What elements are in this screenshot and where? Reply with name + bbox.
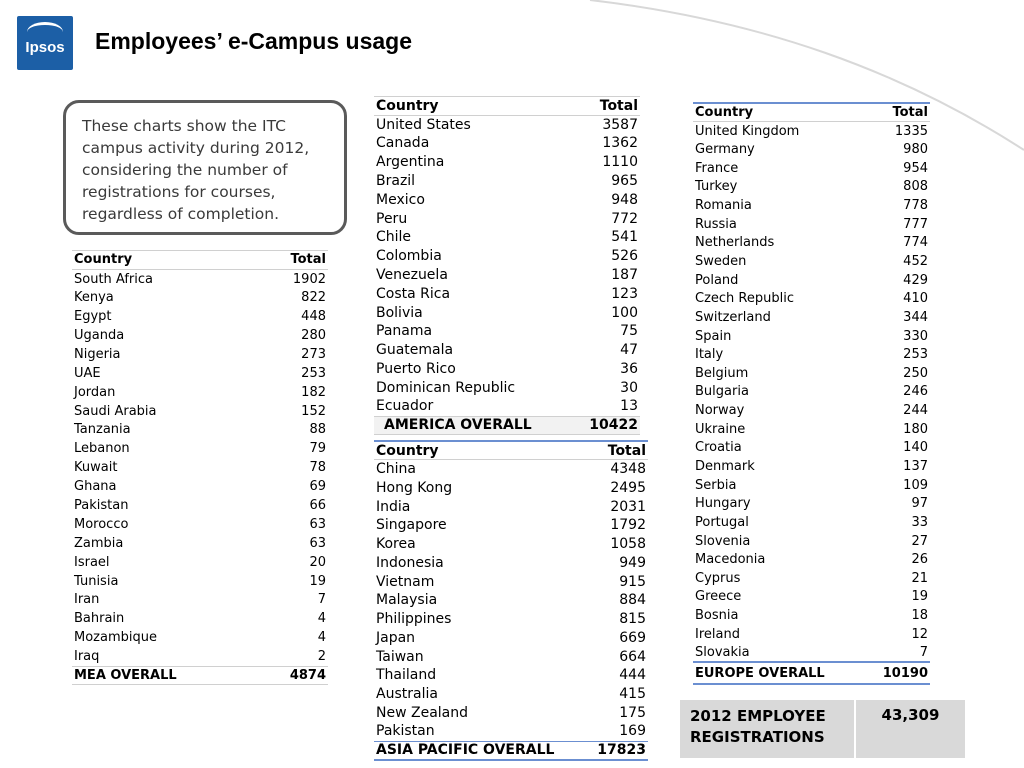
america-table — [374, 96, 640, 435]
table-row — [374, 341, 640, 360]
country-cell: Philippines — [376, 611, 452, 628]
country-cell: Greece — [695, 589, 742, 605]
total-cell: 1902 — [292, 271, 326, 287]
table-row — [693, 606, 930, 625]
table-row — [374, 629, 648, 648]
table-row — [72, 421, 328, 440]
page-title: Employees’ e-Campus usage — [95, 28, 413, 54]
total-cell: 12 — [911, 626, 928, 642]
table-row — [374, 479, 648, 498]
country-cell: Uganda — [74, 328, 125, 343]
table-row — [693, 364, 930, 383]
total-cell: 1335 — [894, 123, 928, 139]
table-row — [693, 233, 930, 252]
table-row — [72, 439, 328, 458]
table-row — [693, 550, 930, 569]
table-row — [693, 159, 930, 178]
country-cell: Ireland — [695, 626, 740, 642]
country-cell: Vietnam — [376, 573, 435, 590]
table-header-row — [374, 97, 640, 116]
asia-pacific-table — [374, 440, 648, 761]
total-cell: 4 — [317, 611, 326, 627]
table-row — [374, 554, 648, 573]
total-cell: 915 — [619, 573, 646, 590]
total-cell: 19 — [911, 589, 928, 605]
total-cell: 69 — [309, 479, 326, 495]
table-row — [72, 326, 328, 345]
total-cell: 175 — [619, 704, 646, 721]
table-row — [72, 269, 328, 288]
total-cell: 4874 — [258, 666, 328, 685]
table-row — [693, 252, 930, 271]
total-cell: 21 — [911, 570, 928, 586]
total-cell: 27 — [911, 533, 928, 549]
table-row — [693, 439, 930, 458]
total-cell: 180 — [903, 421, 928, 437]
country-cell: Venezuela — [376, 267, 448, 284]
country-cell: Japan — [376, 629, 416, 646]
country-cell: Hong Kong — [376, 479, 453, 496]
table-row — [693, 327, 930, 346]
total-cell: 344 — [903, 309, 928, 325]
table-row — [374, 322, 640, 341]
country-cell: ASIA PACIFIC OVERALL — [374, 741, 587, 760]
country-cell: Brazil — [376, 173, 416, 190]
total-cell: 1058 — [610, 536, 646, 553]
table-row — [374, 647, 648, 666]
total-cell: 526 — [611, 248, 638, 265]
country-cell: Ghana — [74, 479, 117, 495]
table-row — [374, 247, 640, 266]
country-cell: Germany — [695, 142, 755, 158]
total-cell: 669 — [619, 629, 646, 646]
table-row — [72, 383, 328, 402]
table-row — [72, 572, 328, 591]
table-row — [374, 266, 640, 285]
country-cell: Peru — [376, 210, 408, 227]
total-cell: 7 — [919, 644, 928, 660]
table-row — [693, 513, 930, 532]
total-cell: 7 — [317, 592, 326, 608]
table-row — [72, 628, 328, 647]
country-cell: Puerto Rico — [376, 361, 456, 378]
total-cell: 19 — [309, 573, 326, 589]
country-cell: Serbia — [695, 477, 737, 493]
total-cell: 954 — [903, 160, 928, 176]
country-cell: Denmark — [695, 458, 755, 474]
table-row — [693, 122, 930, 141]
country-cell: Australia — [376, 686, 438, 703]
table-row — [374, 497, 648, 516]
table-row — [693, 308, 930, 327]
country-cell: Belgium — [695, 365, 749, 381]
total-cell: 30 — [620, 379, 638, 396]
total-cell: 244 — [903, 403, 928, 419]
total-cell: 137 — [903, 458, 928, 474]
table-row — [374, 704, 648, 723]
ipsos-logo — [17, 16, 73, 70]
table-overall-row — [374, 416, 640, 435]
country-cell: Bahrain — [74, 611, 125, 627]
table-row — [374, 115, 640, 134]
table-row — [72, 609, 328, 628]
total-cell: 2495 — [610, 479, 646, 496]
table-row — [693, 289, 930, 308]
total-cell: 13 — [620, 398, 638, 415]
country-cell: Bulgaria — [695, 384, 749, 400]
country-cell: Sweden — [695, 253, 747, 269]
table-row — [374, 610, 648, 629]
total-cell: 47 — [620, 342, 638, 359]
total-cell: 187 — [611, 267, 638, 284]
total-cell: 777 — [903, 216, 928, 232]
total-cell: 17823 — [587, 741, 648, 760]
total-cell: 410 — [903, 291, 928, 307]
total-cell: 1362 — [602, 135, 638, 152]
total-cell: 36 — [620, 361, 638, 378]
country-cell: Pakistan — [376, 723, 435, 740]
table-row — [72, 647, 328, 666]
table-row — [374, 460, 648, 479]
table-row — [374, 360, 640, 379]
total-cell: 808 — [903, 179, 928, 195]
table-row — [374, 209, 640, 228]
total-cell: 75 — [620, 323, 638, 340]
country-cell: Country — [72, 251, 258, 270]
total-cell: 20 — [309, 554, 326, 570]
country-cell: Bosnia — [695, 608, 739, 624]
total-cell: 949 — [619, 554, 646, 571]
country-cell: Kuwait — [74, 460, 118, 476]
table-row — [693, 644, 930, 663]
country-cell: Iran — [74, 592, 100, 608]
table-row — [693, 625, 930, 644]
country-cell: Russia — [695, 216, 737, 232]
country-cell: Netherlands — [695, 235, 775, 251]
country-cell: Romania — [695, 198, 752, 214]
country-cell: Canada — [376, 135, 430, 152]
table-row — [693, 401, 930, 420]
total-cell: Total — [866, 103, 930, 122]
country-cell: UAE — [74, 365, 101, 381]
country-cell: Bolivia — [376, 304, 423, 321]
table-header-row — [72, 251, 328, 270]
country-cell: AMERICA OVERALL — [374, 416, 574, 435]
country-cell: Nigeria — [74, 346, 121, 362]
country-cell: Czech Republic — [695, 291, 794, 307]
table-row — [72, 515, 328, 534]
total-cell: 2 — [317, 648, 326, 664]
country-cell: Kenya — [74, 290, 114, 306]
total-cell: 448 — [301, 309, 326, 325]
country-cell: MEA OVERALL — [72, 666, 258, 685]
country-cell: Croatia — [695, 440, 742, 456]
country-cell: Switzerland — [695, 309, 771, 325]
table-row — [72, 402, 328, 421]
country-cell: Lebanon — [74, 441, 130, 457]
total-cell: 169 — [619, 723, 646, 740]
table-overall-row — [374, 741, 648, 760]
total-cell: 63 — [309, 535, 326, 551]
table-row — [693, 569, 930, 588]
table-row — [693, 532, 930, 551]
country-cell: New Zealand — [376, 704, 468, 721]
total-cell: 778 — [903, 198, 928, 214]
country-cell: Mozambique — [74, 630, 157, 646]
country-cell: Morocco — [74, 516, 129, 532]
total-cell: 429 — [903, 272, 928, 288]
total-cell: Total — [574, 97, 640, 116]
total-cell: 3587 — [602, 116, 638, 133]
table-header-row — [693, 103, 930, 122]
total-cell: 10190 — [866, 662, 930, 684]
country-cell: Slovenia — [695, 533, 751, 549]
total-cell: 664 — [619, 648, 646, 665]
total-cell: 66 — [309, 498, 326, 514]
total-cell: 280 — [301, 328, 326, 343]
country-cell: Argentina — [376, 154, 445, 171]
table-row — [693, 588, 930, 607]
table-row — [374, 190, 640, 209]
total-cell: 123 — [611, 285, 638, 302]
total-cell: 4348 — [610, 461, 646, 478]
total-cell: 18 — [911, 608, 928, 624]
table-header-row — [374, 441, 648, 460]
total-cell: 33 — [911, 514, 928, 530]
total-registrations-value: 43,309 — [881, 706, 940, 724]
country-cell: Tanzania — [74, 422, 131, 438]
country-cell: Tunisia — [74, 573, 119, 589]
table-row — [374, 303, 640, 322]
table-row — [374, 535, 648, 554]
total-cell: 965 — [611, 173, 638, 190]
country-cell: Dominican Republic — [376, 379, 516, 396]
europe-table — [693, 102, 930, 685]
total-cell: 1792 — [610, 517, 646, 534]
total-cell: 152 — [301, 403, 326, 419]
country-cell: Macedonia — [695, 552, 766, 568]
table-row — [693, 383, 930, 402]
country-cell: Indonesia — [376, 554, 444, 571]
total-cell: 4 — [317, 630, 326, 646]
table-row — [72, 345, 328, 364]
total-cell: 774 — [903, 235, 928, 251]
country-cell: Hungary — [695, 496, 751, 512]
country-cell: Portugal — [695, 514, 749, 530]
table-row — [374, 685, 648, 704]
country-cell: Norway — [695, 403, 745, 419]
country-cell: Guatemala — [376, 342, 454, 359]
total-cell: 444 — [619, 667, 646, 684]
table-row — [374, 397, 640, 416]
total-cell: 815 — [619, 611, 646, 628]
country-cell: Korea — [376, 536, 416, 553]
country-cell: Country — [693, 103, 866, 122]
total-cell: 97 — [911, 496, 928, 512]
total-cell: 63 — [309, 516, 326, 532]
logo-text: Ipsos — [25, 39, 65, 56]
country-cell: Ukraine — [695, 421, 746, 437]
table-row — [693, 345, 930, 364]
total-cell: 100 — [611, 304, 638, 321]
country-cell: Poland — [695, 272, 739, 288]
country-cell: Egypt — [74, 309, 112, 325]
country-cell: EUROPE OVERALL — [693, 662, 866, 684]
table-row — [374, 284, 640, 303]
country-cell: Thailand — [376, 667, 437, 684]
total-cell: 772 — [611, 210, 638, 227]
table-row — [72, 534, 328, 553]
total-cell: 273 — [301, 346, 326, 362]
total-cell: 884 — [619, 592, 646, 609]
country-cell: China — [376, 461, 416, 478]
mea-table — [72, 250, 328, 685]
total-cell: 1110 — [602, 154, 638, 171]
country-cell: Country — [374, 97, 574, 116]
description-callout — [63, 100, 347, 235]
table-row — [693, 476, 930, 495]
country-cell: Costa Rica — [376, 285, 451, 302]
total-cell: 88 — [309, 422, 326, 438]
table-row — [72, 496, 328, 515]
total-cell: 253 — [903, 347, 928, 363]
country-cell: Mexico — [376, 191, 425, 208]
table-row — [72, 591, 328, 610]
total-cell: 2031 — [610, 498, 646, 515]
country-cell: Saudi Arabia — [74, 403, 157, 419]
table-row — [374, 153, 640, 172]
country-cell: United States — [376, 116, 471, 133]
country-cell: Pakistan — [74, 498, 129, 514]
total-cell: 330 — [903, 328, 928, 344]
total-cell: Total — [587, 441, 648, 460]
total-registrations-label: 2012 EMPLOYEE REGISTRATIONS — [680, 700, 856, 758]
table-row — [693, 140, 930, 159]
total-cell: 541 — [611, 229, 638, 246]
table-row — [374, 378, 640, 397]
country-cell: Country — [374, 441, 587, 460]
table-row — [693, 420, 930, 439]
table-row — [374, 134, 640, 153]
total-cell: 182 — [301, 384, 326, 400]
total-cell: 253 — [301, 365, 326, 381]
table-row — [72, 458, 328, 477]
total-cell: 822 — [301, 290, 326, 306]
country-cell: Zambia — [74, 535, 124, 551]
total-cell: 980 — [903, 142, 928, 158]
country-cell: Israel — [74, 554, 110, 570]
total-cell: 246 — [903, 384, 928, 400]
country-cell: Spain — [695, 328, 732, 344]
table-row — [693, 457, 930, 476]
country-cell: France — [695, 160, 739, 176]
country-cell: Turkey — [695, 179, 738, 195]
country-cell: Ecuador — [376, 398, 434, 415]
total-cell: 452 — [903, 253, 928, 269]
country-cell: Panama — [376, 323, 433, 340]
country-cell: Chile — [376, 229, 412, 246]
country-cell: Singapore — [376, 517, 447, 534]
total-cell: 140 — [903, 440, 928, 456]
table-row — [72, 364, 328, 383]
country-cell: Colombia — [376, 248, 442, 265]
total-cell: 109 — [903, 477, 928, 493]
table-row — [374, 516, 648, 535]
country-cell: Jordan — [74, 384, 116, 400]
table-row — [693, 178, 930, 197]
table-overall-row — [72, 666, 328, 685]
table-row — [693, 215, 930, 234]
table-row — [374, 572, 648, 591]
country-cell: United Kingdom — [695, 123, 800, 139]
total-cell: 26 — [911, 552, 928, 568]
country-cell: Taiwan — [376, 648, 424, 665]
table-row — [374, 666, 648, 685]
description-text: These charts show the ITC campus activity during 2012, considering the number of registrations for courses, regardless of completion. — [82, 117, 310, 223]
total-cell: 948 — [611, 191, 638, 208]
total-registrations-box — [680, 700, 965, 758]
table-row — [374, 172, 640, 191]
table-row — [72, 307, 328, 326]
total-cell: 78 — [309, 460, 326, 476]
total-cell: 415 — [619, 686, 646, 703]
country-cell: Iraq — [74, 648, 100, 664]
table-row — [72, 288, 328, 307]
table-row — [374, 591, 648, 610]
table-overall-row — [693, 662, 930, 684]
total-cell: 250 — [903, 365, 928, 381]
total-cell: 10422 — [574, 416, 640, 435]
country-cell: India — [376, 498, 411, 515]
country-cell: Malaysia — [376, 592, 438, 609]
table-row — [693, 196, 930, 215]
table-row — [374, 722, 648, 741]
country-cell: Italy — [695, 347, 724, 363]
table-row — [693, 494, 930, 513]
table-row — [693, 271, 930, 290]
country-cell: Cyprus — [695, 570, 741, 586]
total-cell: 79 — [309, 441, 326, 457]
table-row — [72, 477, 328, 496]
table-row — [72, 553, 328, 572]
total-cell: Total — [258, 251, 328, 270]
country-cell: Slovakia — [695, 644, 750, 660]
table-row — [374, 228, 640, 247]
country-cell: South Africa — [74, 271, 153, 287]
